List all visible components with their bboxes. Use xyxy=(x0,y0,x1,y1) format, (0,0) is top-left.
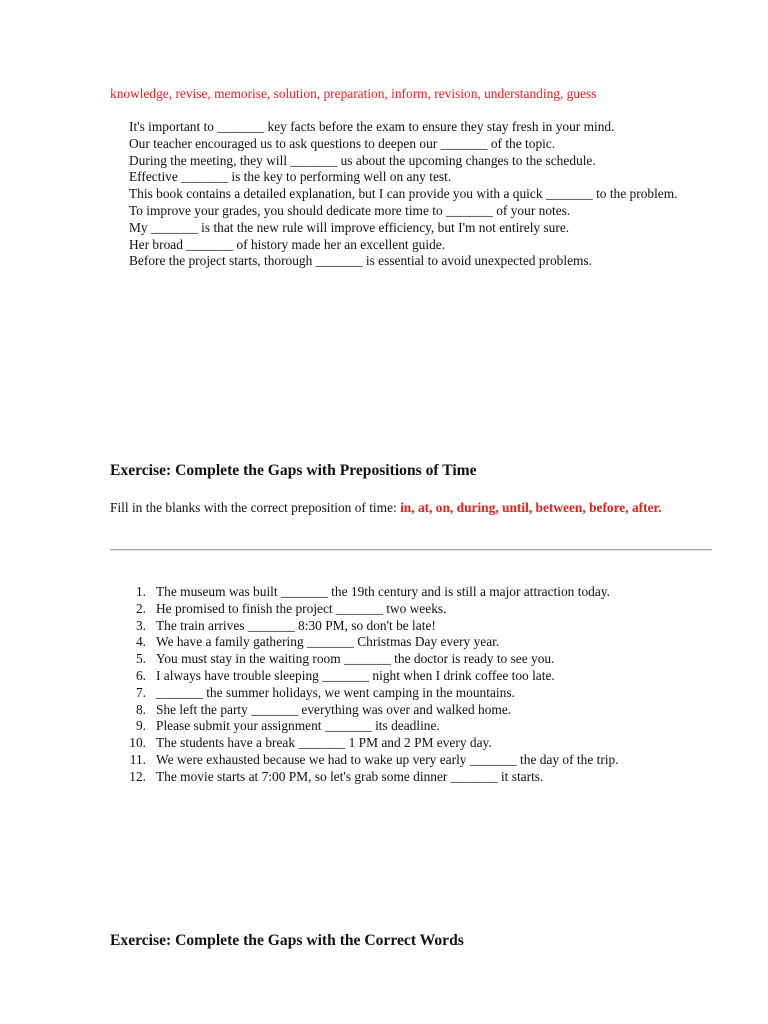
list-item: It's important to _______ key facts before the exam to ensure they stay fresh in your mind. xyxy=(129,119,615,134)
item-number: 11. xyxy=(129,751,146,767)
item-number: 2. xyxy=(135,600,146,616)
list-item xyxy=(110,618,714,635)
list-item xyxy=(110,752,714,769)
preposition-options: in, at, on, during, until, between, before, after. xyxy=(400,500,662,515)
item-text: You must stay in the waiting room _______ the doctor is ready to see you. xyxy=(156,651,555,667)
list-item xyxy=(110,668,714,685)
item-number: 5. xyxy=(135,651,146,667)
item-text: Please submit your assignment _______ its deadline. xyxy=(156,718,440,734)
gap-fill-sentence-list xyxy=(110,119,714,270)
item-text: We have a family gathering _______ Christmas Day every year. xyxy=(156,634,500,650)
list-item xyxy=(110,685,714,702)
list-item xyxy=(110,735,714,752)
item-text: The students have a break _______ 1 PM and 2 PM every day. xyxy=(156,735,492,751)
list-item: Effective _______ is the key to performing well on any test. xyxy=(129,169,452,185)
list-item: Her broad _______ of history made her an excellent guide. xyxy=(129,236,446,252)
item-number: 3. xyxy=(135,617,146,633)
item-number: 7. xyxy=(135,684,146,700)
list-item: Before the project starts, thorough _______ is essential to avoid unexpected problems. xyxy=(129,253,592,269)
list-item xyxy=(110,702,714,719)
word-bank: knowledge, revise, memorise, solution, preparation, inform, revision, understanding, guess xyxy=(110,86,597,101)
preposition-sentence-list xyxy=(110,584,714,786)
list-item: My _______ is that the new rule will improve efficiency, but I'm not entirely sure. xyxy=(129,219,570,235)
list-item: Our teacher encouraged us to ask questions to deepen our _______ of the topic. xyxy=(129,135,556,151)
list-item xyxy=(110,584,714,601)
list-item xyxy=(110,634,714,651)
item-text: The museum was built _______ the 19th century and is still a major attraction today. xyxy=(156,584,610,599)
list-item: During the meeting, they will _______ us about the upcoming changes to the schedule. xyxy=(129,152,596,168)
list-item: To improve your grades, you should dedicate more time to _______ of your notes. xyxy=(129,202,571,218)
list-item xyxy=(110,718,714,735)
section-heading-prepositions: Exercise: Complete the Gaps with Prepositions of Time xyxy=(110,462,477,479)
item-text: The movie starts at 7:00 PM, so let's grab some dinner _______ it starts. xyxy=(156,768,544,784)
item-number: 1. xyxy=(135,584,146,599)
list-item xyxy=(110,601,714,618)
item-number: 12. xyxy=(129,768,146,784)
item-text: She left the party _______ everything was over and walked home. xyxy=(156,701,512,717)
item-text: We were exhausted because we had to wake up very early _______ the day of the trip. xyxy=(156,751,619,767)
instructions-text: Fill in the blanks with the correct preposition of time: xyxy=(110,500,401,515)
item-number: 6. xyxy=(135,667,146,683)
instructions xyxy=(110,500,714,517)
item-text: The train arrives _______ 8:30 PM, so don't be late! xyxy=(156,617,436,633)
item-text: He promised to finish the project _______ two weeks. xyxy=(156,600,447,616)
list-item xyxy=(110,769,714,786)
horizontal-divider xyxy=(110,549,712,551)
item-number: 4. xyxy=(135,634,146,650)
item-text: _______ the summer holidays, we went camping in the mountains. xyxy=(156,684,515,700)
item-number: 10. xyxy=(129,735,146,751)
section-heading-correct-words: Exercise: Complete the Gaps with the Correct Words xyxy=(110,932,464,949)
item-text: I always have trouble sleeping _______ night when I drink coffee too late. xyxy=(156,667,555,683)
item-number: 8. xyxy=(135,701,146,717)
list-item xyxy=(110,651,714,668)
list-item: This book contains a detailed explanation, but I can provide you with a quick _______ to the problem. xyxy=(129,186,678,202)
item-number: 9. xyxy=(135,718,146,734)
